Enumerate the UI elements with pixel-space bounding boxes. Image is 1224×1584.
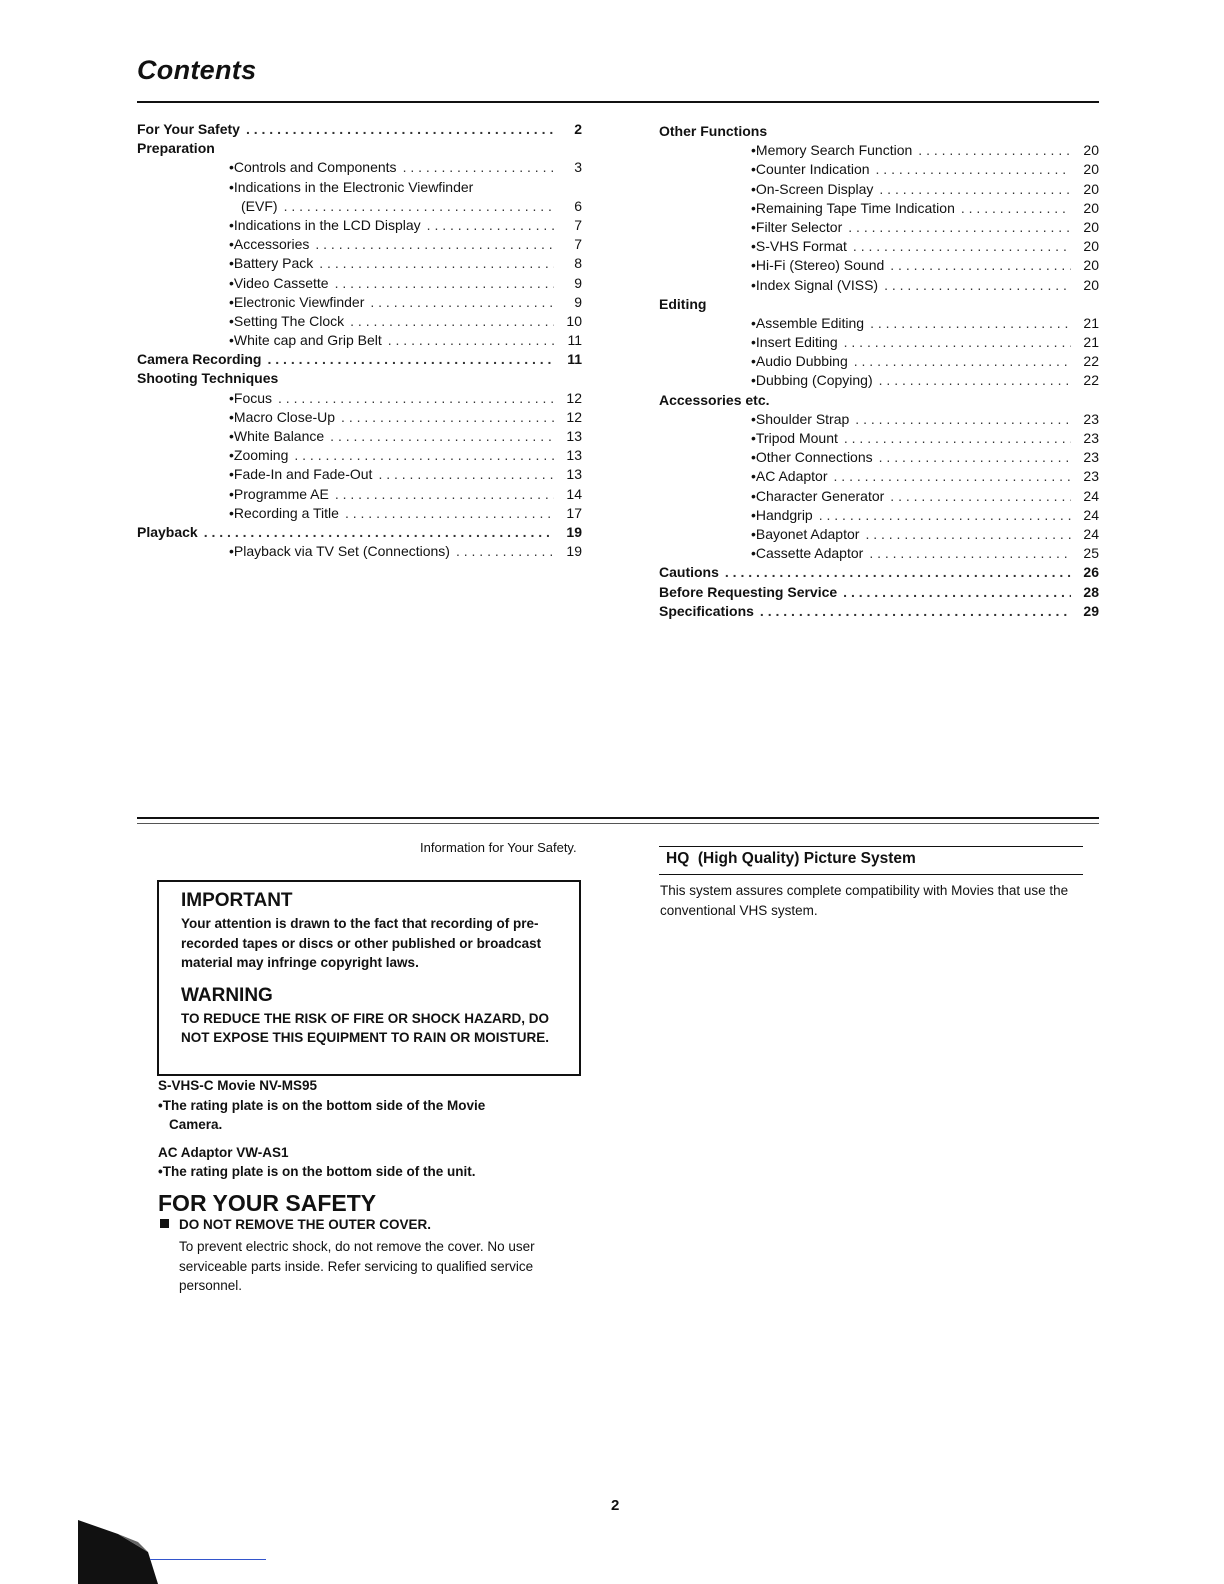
toc-entry [137, 274, 582, 293]
toc-entry-text: Preparation [137, 140, 215, 157]
toc-entry-text: •Tripod Mount [751, 430, 838, 446]
toc-entry [659, 314, 1099, 333]
safety-body: To prevent electric shock, do not remove the cover. No user serviceable parts inside. Refer servicing to qualified service personnel. [179, 1239, 535, 1293]
toc-entry [137, 216, 582, 235]
toc-entry [137, 446, 582, 465]
toc-entry [137, 139, 582, 158]
toc-leader-dots [855, 410, 1071, 429]
toc-entry [659, 467, 1099, 486]
toc-entry-page: 20 [1083, 218, 1099, 235]
warning-heading: WARNING [181, 984, 273, 1006]
toc-entry-text: •Battery Pack [229, 255, 314, 272]
toc-leader-dots [876, 160, 1071, 179]
toc-leader-dots [335, 485, 554, 504]
toc-entry-text: •Indications in the Electronic Viewfinder [229, 178, 474, 195]
toc-entry-text: Specifications [659, 602, 754, 619]
toc-entry-page: 7 [574, 236, 582, 253]
toc-leader-dots [330, 427, 554, 446]
toc-entry-text: •Recording a Title [229, 504, 339, 521]
toc-entry [659, 410, 1099, 429]
toc-entry [137, 465, 582, 484]
toc-entry-page: 28 [1083, 583, 1099, 600]
toc-leader-dots [319, 254, 554, 273]
toc-leader-dots [890, 487, 1071, 506]
toc-entry-page: 20 [1083, 161, 1099, 178]
toc-leader-dots [350, 312, 554, 331]
toc-entry-page: 23 [1083, 468, 1099, 485]
toc-entry-page: 12 [566, 408, 582, 425]
toc-entry [137, 120, 582, 139]
toc-entry [137, 485, 582, 504]
toc-entry-page: 21 [1083, 314, 1099, 331]
toc-entry [659, 160, 1099, 179]
toc-entry-page: 24 [1083, 487, 1099, 504]
toc-entry [659, 141, 1099, 160]
toc-leader-dots [961, 199, 1071, 218]
adaptor-line: AC Adaptor VW-AS1 [158, 1144, 289, 1160]
toc-entry [659, 256, 1099, 275]
toc-leader-dots [315, 235, 554, 254]
toc-entry-text: Editing [659, 295, 707, 312]
toc-entry-page: 11 [567, 332, 582, 349]
toc-entry-page: 7 [574, 216, 582, 233]
toc-entry-page: 20 [1083, 238, 1099, 255]
hq-title: HQ (High Quality) Picture System [666, 850, 916, 867]
safety-subheading-text: DO NOT REMOVE THE OUTER COVER. [179, 1217, 432, 1232]
toc-entry-text: •Accessories [229, 236, 310, 253]
top-rule [137, 101, 1099, 103]
toc-entry-text: •Focus [229, 389, 273, 406]
toc-entry-text: •Zooming [229, 447, 289, 464]
toc-entry-text: •White Balance [229, 428, 325, 444]
toc-leader-dots [879, 448, 1071, 467]
toc-entry [137, 312, 582, 331]
section-rule [137, 817, 1099, 819]
adaptor-note: •The rating plate is on the bottom side of the unit. [158, 1164, 476, 1179]
toc-leader-dots [843, 583, 1071, 602]
toc-entry-text: •Setting The Clock [229, 312, 345, 329]
toc-entry [659, 199, 1099, 218]
toc-entry [659, 237, 1099, 256]
toc-leader-dots [884, 276, 1071, 295]
toc-entry-page: 24 [1083, 506, 1099, 523]
toc-entry-page: 29 [1083, 602, 1099, 619]
toc-entry-text: Other Functions [659, 123, 768, 139]
toc-entry-text: •Handgrip [751, 506, 813, 523]
toc-entry-page: 19 [566, 543, 582, 560]
toc-entry-page: 13 [566, 428, 582, 444]
toc-entry-text: •Playback via TV Set (Connections) [229, 543, 450, 560]
toc-entry-text: •Indications in the LCD Display [229, 216, 421, 233]
toc-leader-dots [879, 180, 1071, 199]
toc-entry [137, 542, 582, 561]
important-text: Your attention is drawn to the fact that recording of pre-recorded tapes or discs or other published or broadcast material may infringe copyright laws. [181, 916, 542, 970]
toc-entry-text: •Other Connections [751, 449, 873, 466]
toc-entry-page: 8 [574, 255, 582, 272]
toc-leader-dots [284, 197, 554, 216]
toc-entry [659, 544, 1099, 563]
toc-entry-page: 26 [1083, 564, 1099, 581]
toc-left-column [137, 120, 582, 561]
toc-leader-dots [844, 429, 1071, 448]
toc-entry-text: •White cap and Grip Belt [229, 332, 382, 349]
toc-leader-dots [341, 408, 554, 427]
toc-leader-dots [378, 465, 554, 484]
toc-leader-dots [854, 352, 1071, 371]
toc-entry-text: •S-VHS Format [751, 238, 847, 255]
toc-entry-page: 9 [574, 274, 582, 291]
toc-entry [659, 391, 1099, 410]
toc-entry-text: •Hi-Fi (Stereo) Sound [751, 257, 885, 274]
toc-entry-text: •Insert Editing [751, 334, 838, 351]
toc-entry-text: •Shoulder Strap [751, 410, 850, 427]
toc-entry-page: 22 [1083, 353, 1099, 370]
toc-leader-dots [869, 544, 1071, 563]
toc-entry-page: 24 [1083, 525, 1099, 542]
section-rule-thin [137, 823, 1099, 824]
toc-entry-page: 20 [1083, 180, 1099, 197]
toc-entry-text: (EVF) [241, 197, 278, 214]
important-heading: IMPORTANT [181, 890, 293, 911]
toc-entry-page: 20 [1083, 276, 1099, 293]
toc-entry-text: •Counter Indication [751, 161, 870, 178]
toc-entry-text: Shooting Techniques [137, 370, 279, 387]
toc-entry-text: •Dubbing (Copying) [751, 372, 873, 389]
toc-entry-text: •Filter Selector [751, 218, 843, 235]
toc-entry-page: 10 [566, 312, 582, 329]
toc-entry-text: •Character Generator [751, 487, 885, 504]
toc-leader-dots [844, 333, 1071, 352]
toc-leader-dots [427, 216, 554, 235]
toc-entry [659, 602, 1099, 621]
toc-leader-dots [246, 120, 554, 139]
toc-entry [137, 235, 582, 254]
toc-entry [137, 369, 582, 388]
toc-entry [659, 295, 1099, 314]
toc-leader-dots [760, 602, 1071, 621]
toc-leader-dots [848, 218, 1071, 237]
toc-entry-text: •On-Screen Display [751, 180, 874, 197]
toc-leader-dots [834, 467, 1071, 486]
toc-entry [659, 371, 1099, 390]
toc-leader-dots [345, 504, 554, 523]
toc-entry-text: •Macro Close-Up [229, 408, 336, 425]
toc-entry-page: 22 [1083, 372, 1099, 389]
toc-leader-dots [403, 158, 554, 177]
toc-entry-page: 14 [566, 485, 582, 502]
toc-entry-text: •Video Cassette [229, 274, 329, 291]
toc-leader-dots [819, 506, 1071, 525]
toc-leader-dots [267, 350, 554, 369]
toc-entry-text: •Bayonet Adaptor [751, 525, 860, 542]
toc-entry [137, 389, 582, 408]
toc-entry-text: Accessories etc. [659, 391, 770, 408]
toc-entry-text: •Assemble Editing [751, 314, 865, 331]
info-caption: Information for Your Safety. [420, 840, 577, 855]
square-bullet-icon [160, 1219, 169, 1228]
page-title: Contents [137, 55, 257, 85]
toc-entry [659, 122, 1099, 141]
toc-leader-dots [865, 525, 1071, 544]
toc-leader-dots [725, 563, 1071, 582]
hq-body: This system assures complete compatibility with Movies that use the conventional VHS system. [660, 883, 1069, 918]
page-number: 2 [611, 1497, 620, 1514]
toc-entry [659, 448, 1099, 467]
toc-entry-page: 17 [566, 504, 582, 521]
hq-rule-bottom [659, 874, 1083, 875]
toc-entry [137, 523, 582, 542]
toc-entry-page: 20 [1083, 257, 1099, 274]
toc-leader-dots [890, 256, 1071, 275]
toc-leader-dots [294, 446, 554, 465]
toc-entry-text: Camera Recording [137, 351, 262, 368]
toc-entry-page: 13 [566, 447, 582, 464]
toc-entry-page: 11 [567, 351, 582, 368]
toc-entry-page: 6 [574, 197, 582, 214]
toc-entry-text: •AC Adaptor [751, 468, 828, 485]
toc-entry-page: 12 [566, 389, 582, 406]
model-line: S-VHS-C Movie NV-MS95 [158, 1078, 318, 1093]
toc-entry-text: •Controls and Components [229, 159, 397, 176]
toc-entry-page: 19 [566, 523, 582, 540]
toc-leader-dots [853, 237, 1071, 256]
toc-entry [137, 254, 582, 273]
toc-entry-text: Before Requesting Service [659, 583, 838, 600]
toc-leader-dots [870, 314, 1071, 333]
toc-entry-text: •Cassette Adaptor [751, 545, 864, 562]
toc-entry-page: 2 [574, 121, 582, 137]
toc-entry [137, 293, 582, 312]
safety-subheading [160, 1217, 431, 1232]
toc-entry [137, 331, 582, 350]
toc-entry-page: 23 [1083, 410, 1099, 427]
toc-entry [137, 427, 582, 446]
toc-entry-text: •Programme AE [229, 485, 329, 502]
toc-entry-text: •Remaining Tape Time Indication [751, 199, 955, 216]
scan-corner-mark-icon [78, 1512, 158, 1584]
model-note: •The rating plate is on the bottom side of the Movie [158, 1097, 486, 1113]
toc-entry-page: 9 [574, 293, 582, 310]
toc-leader-dots [879, 371, 1071, 390]
hq-rule-top [659, 846, 1083, 847]
toc-entry-page: 3 [574, 159, 582, 176]
toc-entry [659, 218, 1099, 237]
toc-entry-page: 13 [566, 466, 582, 483]
toc-entry-text: •Index Signal (VISS) [751, 276, 879, 293]
toc-entry [137, 408, 582, 427]
toc-leader-dots [278, 389, 554, 408]
toc-entry-text: Cautions [659, 564, 719, 581]
toc-entry [659, 352, 1099, 371]
toc-entry [659, 583, 1099, 602]
toc-entry [137, 197, 582, 216]
toc-entry [137, 178, 582, 197]
toc-entry [659, 333, 1099, 352]
toc-entry [659, 525, 1099, 544]
toc-leader-dots [370, 293, 554, 312]
toc-entry [137, 504, 582, 523]
toc-entry-text: •Electronic Viewfinder [229, 293, 365, 310]
toc-entry-text: For Your Safety [137, 121, 240, 137]
warning-box [157, 880, 581, 1076]
toc-entry-text: •Audio Dubbing [751, 353, 848, 370]
safety-heading: FOR YOUR SAFETY [158, 1190, 377, 1216]
toc-entry [659, 563, 1099, 582]
toc-entry [659, 180, 1099, 199]
toc-entry-page: 25 [1083, 545, 1099, 562]
toc-entry [659, 276, 1099, 295]
toc-entry-page: 23 [1083, 430, 1099, 446]
toc-leader-dots [918, 141, 1071, 160]
toc-entry-page: 23 [1083, 449, 1099, 466]
toc-entry [659, 506, 1099, 525]
model-note-cont: Camera. [169, 1117, 223, 1132]
toc-leader-dots [456, 542, 554, 561]
toc-entry-text: Playback [137, 523, 198, 540]
warning-text: TO REDUCE THE RISK OF FIRE OR SHOCK HAZARD, DO NOT EXPOSE THIS EQUIPMENT TO RAIN OR MOISTURE. [181, 1010, 550, 1045]
toc-entry [659, 487, 1099, 506]
toc-leader-dots [388, 331, 554, 350]
toc-entry [659, 429, 1099, 448]
toc-entry [137, 158, 582, 177]
toc-leader-dots [335, 274, 554, 293]
toc-leader-dots [204, 523, 554, 542]
rating-notes [158, 1076, 578, 1182]
toc-entry-text: •Fade-In and Fade-Out [229, 466, 373, 483]
toc-right-column [659, 122, 1099, 621]
toc-entry-text: •Memory Search Function [751, 142, 913, 159]
scan-corner-line [150, 1559, 266, 1560]
toc-entry-page: 21 [1083, 334, 1099, 351]
toc-entry-page: 20 [1083, 199, 1099, 216]
toc-entry [137, 350, 582, 369]
toc-entry-page: 20 [1083, 142, 1099, 159]
